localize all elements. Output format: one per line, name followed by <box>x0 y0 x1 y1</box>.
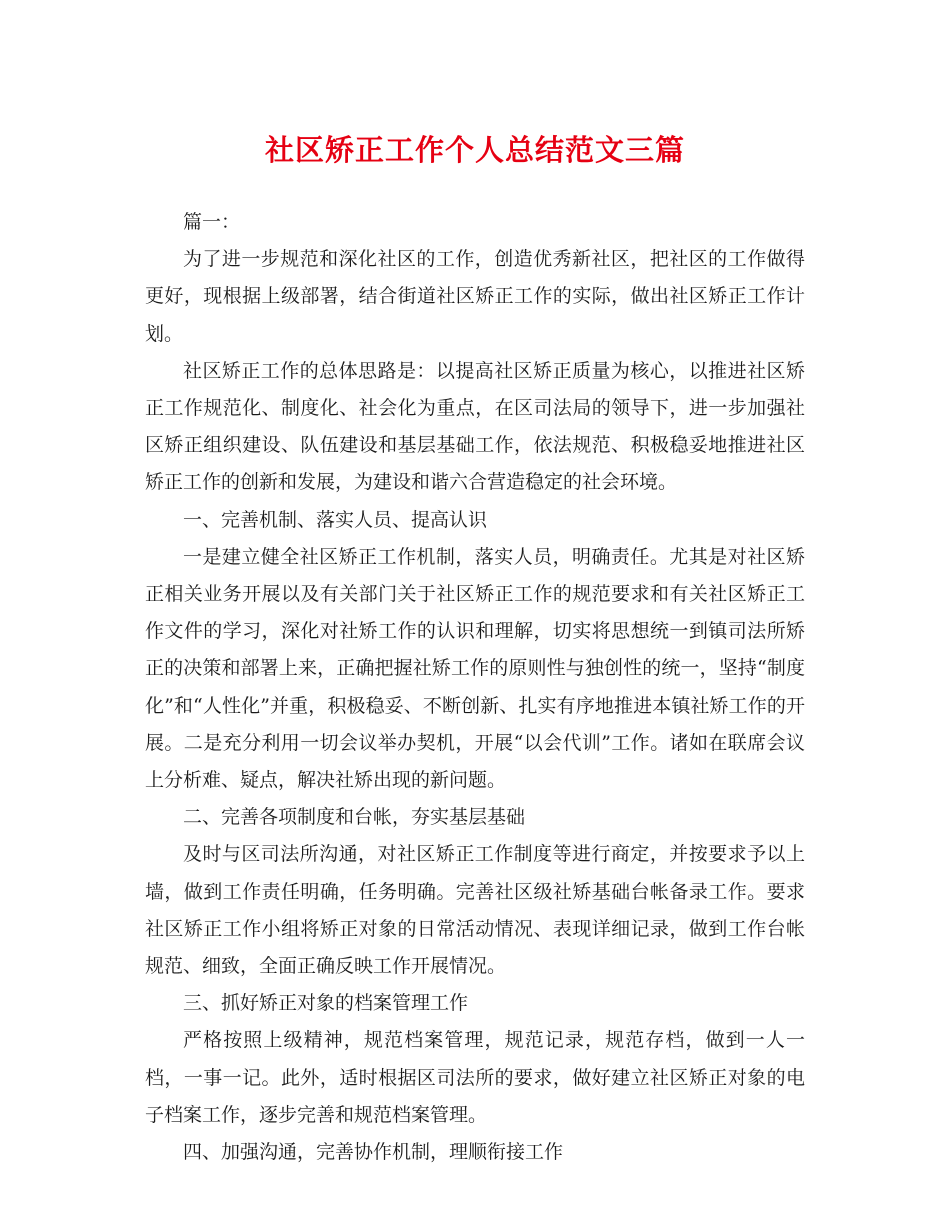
body-paragraph: 及时与区司法所沟通，对社区矫正工作制度等进行商定，并按要求予以上墙，做到工作责任明确，任务明确。完善社区级社矫基础台帐备录工作。要求社区矫正工作小组将矫正对象的日常活动情况、表现详细记录，做到工作台帐规范、细致，全面正确反映工作开展情况。 <box>145 843 805 978</box>
body-paragraph: 为了进一步规范和深化社区的工作，创造优秀新社区，把社区的工作做得更好，现根据上级部署，结合街道社区矫正工作的实际，做出社区矫正工作计划。 <box>145 248 805 345</box>
body-paragraph: 一是建立健全社区矫正工作机制，落实人员，明确责任。尤其是对社区矫正相关业务开展以及有关部门关于社区矫正工作的规范要求和有关社区矫正工作文件的学习，深化对社矫工作的认识和理解，切实将思想统一到镇司法所矫正的决策和部署上来，正确把握社矫工作的原则性与独创性的统一，坚持“制度化”和“人性化”并重，积极稳妥、不断创新、扎实有序地推进本镇社矫工作的开展。二是充分利用一切会议举办契机，开展“以会代训”工作。诸如在联席会议上分析难、疑点，解决社矫出现的新问题。 <box>145 545 805 792</box>
body-paragraph: 社区矫正工作的总体思路是：以提高社区矫正质量为核心，以推进社区矫正工作规范化、制度化、社会化为重点，在区司法局的领导下，进一步加强社区矫正组织建设、队伍建设和基层基础工作，依法规范、积极稳妥地推进社区矫正工作的创新和发展，为建设和谐六合营造稳定的社会环境。 <box>145 359 805 494</box>
section-heading: 一、完善机制、落实人员、提高认识 <box>183 508 488 531</box>
body-paragraph: 严格按照上级精神，规范档案管理，规范记录，规范存档，做到一人一档，一事一记。此外，适时根据区司法所的要求，做好建立社区矫正对象的电子档案工作，逐步完善和规范档案管理。 <box>145 1029 805 1126</box>
section-heading: 三、抓好矫正对象的档案管理工作 <box>183 992 469 1015</box>
document-title: 社区矫正工作个人总结范文三篇 <box>264 133 685 167</box>
section-label: 篇一： <box>183 211 241 233</box>
document-body <box>145 204 805 1171</box>
section-heading: 二、完善各项制度和台帐，夯实基层基础 <box>183 806 526 829</box>
section-heading: 四、加强沟通，完善协作机制，理顺衔接工作 <box>183 1141 564 1164</box>
